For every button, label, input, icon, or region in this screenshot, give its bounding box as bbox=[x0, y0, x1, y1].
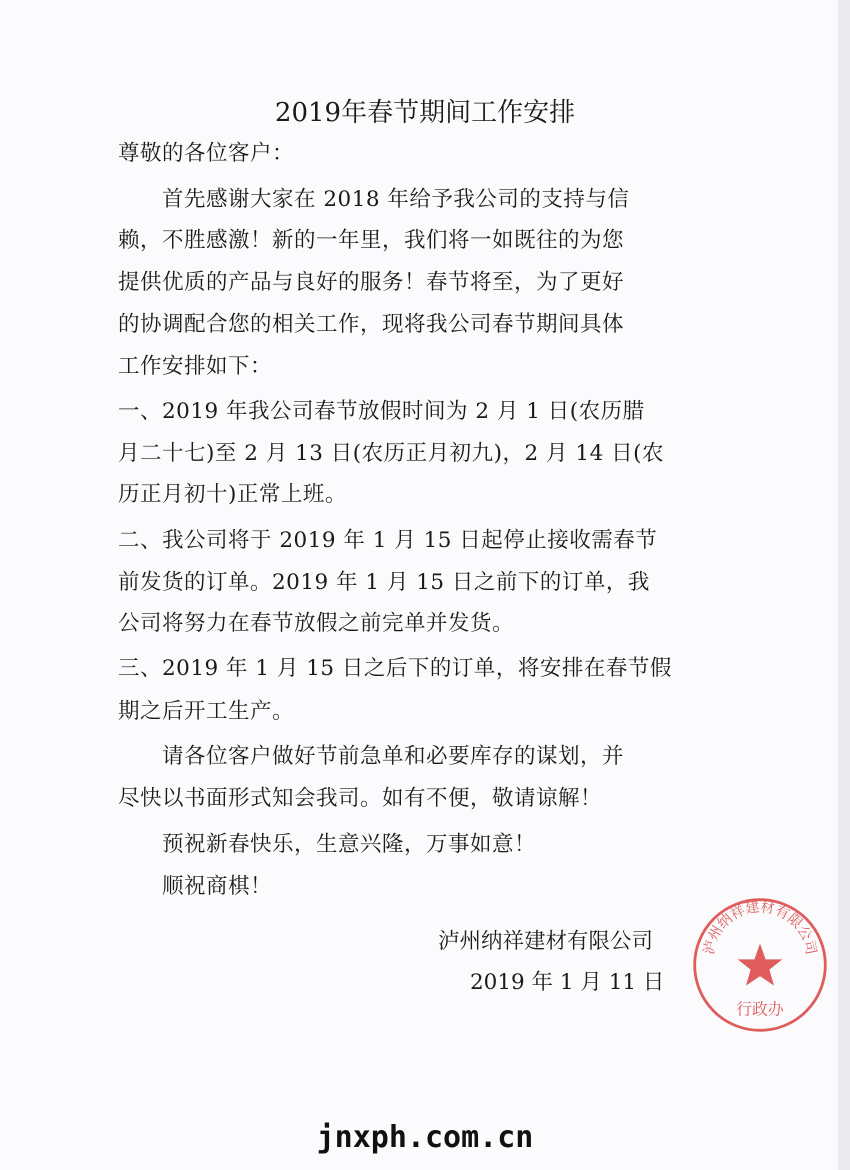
body-line: 尽快以书面形式知会我司。如有不便，敬请谅解！ bbox=[118, 786, 603, 811]
body-line: 前发货的订单。2019 年 1 月 15 日之前下的订单，我 bbox=[118, 570, 650, 595]
body-line: 提供优质的产品与良好的服务！春节将至，为了更好 bbox=[118, 270, 625, 295]
body-line: 顺祝商棋！ bbox=[118, 874, 273, 899]
signature-company: 泸州纳祥建材有限公司 bbox=[438, 929, 654, 954]
body-line: 公司将努力在春节放假之前完单并发货。 bbox=[118, 611, 515, 636]
company-seal bbox=[690, 895, 830, 1035]
body-line: 首先感谢大家在 2018 年给予我公司的支持与信 bbox=[118, 187, 630, 212]
body-line: 一、2019 年我公司春节放假时间为 2 月 1 日(农历腊 bbox=[118, 399, 645, 424]
body-line: 历正月初十)正常上班。 bbox=[118, 482, 347, 507]
body-line: 赖，不胜感激！新的一年里，我们将一如既往的为您 bbox=[118, 228, 625, 253]
star-icon bbox=[738, 944, 783, 986]
document-title: 2019年春节期间工作安排 bbox=[274, 98, 576, 128]
body-line: 请各位客户做好节前急单和必要库存的谋划，并 bbox=[118, 744, 625, 769]
body-line: 月二十七)至 2 月 13 日(农历正月初九)，2 月 14 日(农 bbox=[118, 441, 664, 466]
body-line: 工作安排如下： bbox=[118, 354, 273, 379]
body-line: 预祝新春快乐，生意兴隆，万事如意！ bbox=[118, 832, 537, 857]
watermark: jnxph.com.cn bbox=[316, 1120, 534, 1155]
body-line: 三、2019 年 1 月 15 日之后下的订单，将安排在春节假 bbox=[118, 656, 672, 681]
seal-name: 泸州纳祥建材有限公司 bbox=[701, 899, 819, 957]
body-line: 期之后开工生产。 bbox=[118, 699, 295, 724]
body-line: 的协调配合您的相关工作，现将我公司春节期间具体 bbox=[118, 312, 625, 337]
scan-edge bbox=[838, 0, 850, 1170]
body-line: 二、我公司将于 2019 年 1 月 15 日起停止接收需春节 bbox=[118, 528, 658, 553]
seal-department: 行政办 bbox=[736, 999, 784, 1019]
signature-date: 2019 年 1 月 11 日 bbox=[470, 970, 665, 995]
greeting: 尊敬的各位客户： bbox=[118, 141, 295, 166]
